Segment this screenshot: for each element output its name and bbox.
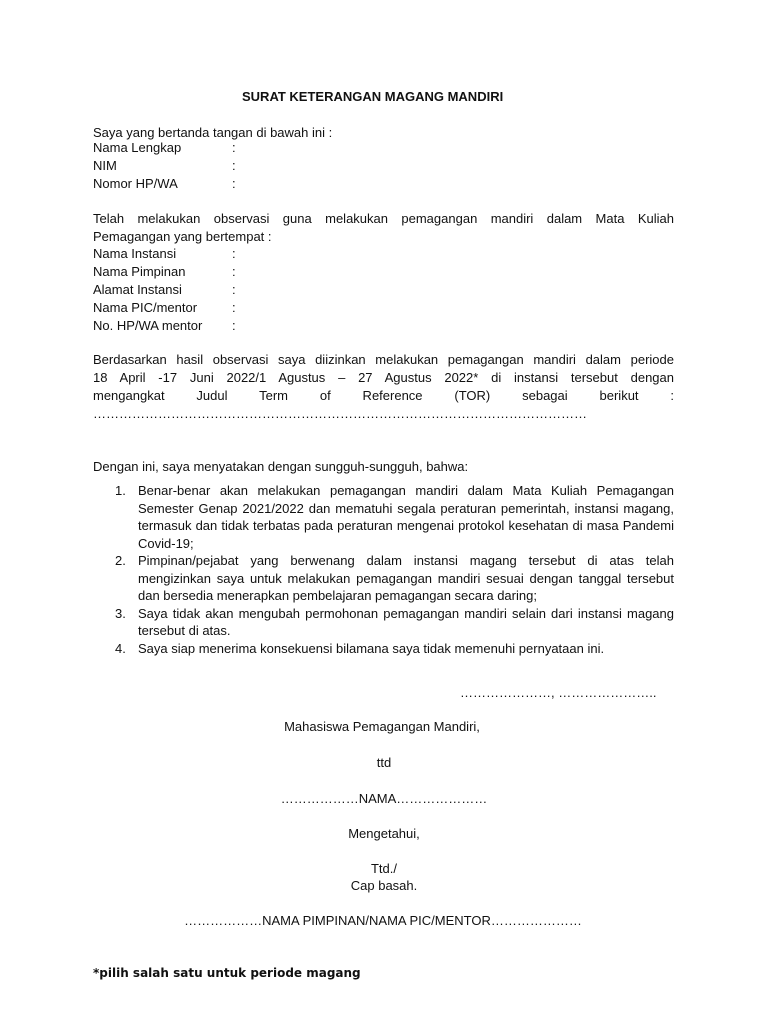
tor-title-dots: …………………………………………………………………………………………………… bbox=[93, 406, 587, 421]
signature-ttd: ttd bbox=[376, 755, 392, 770]
field-colon: : bbox=[232, 176, 236, 191]
statement-list bbox=[93, 482, 674, 657]
field-label-nama-instansi: Nama Instansi bbox=[93, 246, 177, 261]
basis-line-3: mengangkat Judul Term of Reference (TOR) sebagai berikut : bbox=[93, 388, 674, 403]
acknowledged-label: Mengetahui, bbox=[348, 826, 420, 841]
list-item: 3. Saya tidak akan mengubah permohonan pemagangan mandiri selain dari instansi magang tersebut di atas. bbox=[115, 605, 674, 638]
field-colon: : bbox=[232, 264, 236, 279]
field-label-alamat-instansi: Alamat Instansi bbox=[93, 282, 182, 297]
field-colon: : bbox=[232, 282, 236, 297]
footnote: *pilih salah satu untuk periode magang bbox=[93, 966, 361, 980]
place-date-line: …………………, ………………….. bbox=[460, 685, 657, 700]
field-colon: : bbox=[232, 246, 236, 261]
field-colon: : bbox=[232, 158, 236, 173]
signature-ttd-2: Ttd./ bbox=[370, 861, 397, 876]
field-label-nama-lengkap: Nama Lengkap bbox=[93, 140, 182, 155]
stamp-note: Cap basah. bbox=[350, 878, 418, 893]
field-colon: : bbox=[232, 140, 236, 155]
observation-line-1: Telah melakukan observasi guna melakukan pemagangan mandiri dalam Mata Kuliah bbox=[93, 211, 674, 226]
leader-name: ………………NAMA PIMPINAN/NAMA PIC/MENTOR………………… bbox=[184, 913, 582, 928]
intro-text: Saya yang bertanda tangan di bawah ini : bbox=[93, 125, 333, 140]
document-title: SURAT KETERANGAN MAGANG MANDIRI bbox=[242, 89, 504, 104]
field-label-nim: NIM bbox=[93, 158, 117, 173]
signer-role: Mahasiswa Pemagangan Mandiri, bbox=[284, 719, 480, 734]
field-label-nama-pimpinan: Nama Pimpinan bbox=[93, 264, 186, 279]
field-label-nama-pic-mentor: Nama PIC/mentor bbox=[93, 300, 198, 315]
field-label-nomor-hp: Nomor HP/WA bbox=[93, 176, 178, 191]
field-colon: : bbox=[232, 300, 236, 315]
list-item: 4. Saya siap menerima konsekuensi bilamana saya tidak memenuhi pernyataan ini. bbox=[115, 640, 605, 656]
field-colon: : bbox=[232, 318, 236, 333]
observation-line-2: Pemagangan yang bertempat : bbox=[93, 229, 272, 244]
list-item: 2. Pimpinan/pejabat yang berwenang dalam instansi magang tersebut di atas telah mengizinkan saya untuk melakukan pemagangan mandiri sesuai dengan tanggal tersebut dan bersedia menerapkan pembelajaran pemagangan secara daring; bbox=[115, 553, 674, 603]
basis-line-2: 18 April -17 Juni 2022/1 Agustus – 27 Agustus 2022* di instansi tersebut dengan bbox=[93, 370, 674, 385]
statement-intro: Dengan ini, saya menyatakan dengan sungguh-sungguh, bahwa: bbox=[93, 459, 469, 474]
signer-name: ………………NAMA………………… bbox=[280, 791, 488, 806]
basis-line-1: Berdasarkan hasil observasi saya diizinkan melakukan pemagangan mandiri dalam periode bbox=[93, 352, 674, 367]
field-label-hp-mentor: No. HP/WA mentor bbox=[93, 318, 203, 333]
list-item: 1. Benar-benar akan melakukan pemagangan mandiri dalam Mata Kuliah Pemagangan Semester Genap 2021/2022 dan mematuhi segala peraturan pemerintah, instansi magang, termasuk dan tidak terbatas pada peraturan mengenai protokol kesehatan di masa Pandemi Covid-19; bbox=[115, 483, 674, 551]
